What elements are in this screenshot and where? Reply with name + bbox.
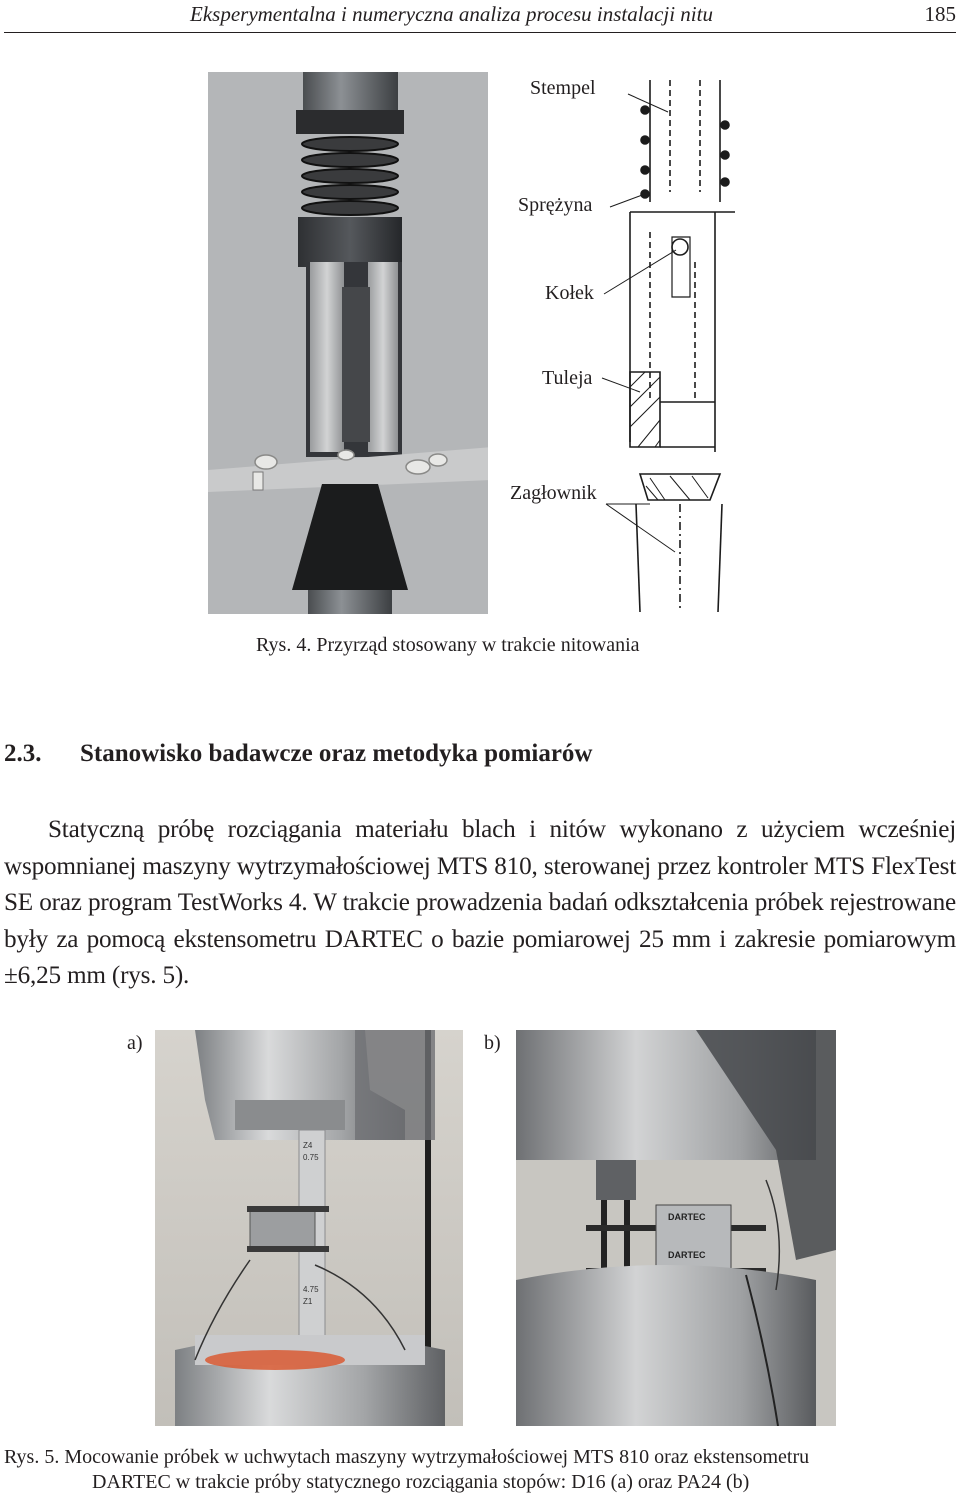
callout-stempel: Stempel — [530, 77, 596, 99]
extensometer-label-bottom: DARTEC — [668, 1250, 706, 1260]
header-rule — [4, 32, 956, 33]
callout-zaglownik: Zagłownik — [510, 482, 597, 504]
panel-label-a: a) — [127, 1032, 143, 1054]
callout-tuleja: Tuleja — [542, 367, 593, 389]
section-heading — [4, 740, 593, 768]
riveting-fixture-photo — [208, 72, 488, 614]
page-number: 185 — [924, 2, 956, 26]
specimen-grip-photo-a — [155, 1030, 463, 1426]
running-title: Eksperymentalna i numeryczna analiza procesu instalacji nitu — [190, 2, 713, 26]
figure-4-caption: Rys. 4. Przyrząd stosowany w trakcie nitowania — [256, 634, 640, 656]
figure-5-caption-line2: DARTEC w trakcie próby statycznego rozciągania stopów: D16 (a) oraz PA24 (b) — [92, 1471, 750, 1493]
panel-label-b: b) — [484, 1032, 501, 1054]
specimen-grip-photo-b — [516, 1030, 836, 1426]
specimen-mark-z4: Z4 — [303, 1141, 313, 1150]
callout-kolek: Kołek — [545, 282, 594, 304]
extensometer-label-top: DARTEC — [668, 1212, 706, 1222]
section-number: 2.3. — [4, 740, 42, 767]
callout-sprezyna: Sprężyna — [518, 194, 593, 216]
riveting-fixture-drawing — [500, 72, 770, 617]
figure-5-caption-line1: Rys. 5. Mocowanie próbek w uchwytach maszyny wytrzymałościowej MTS 810 oraz ekstensometru — [4, 1446, 810, 1468]
specimen-mark-z1: Z1 — [303, 1297, 313, 1306]
running-head — [0, 0, 960, 34]
specimen-mark-475: 4.75 — [303, 1285, 319, 1294]
section-title: Stanowisko badawcze oraz metodyka pomiarów — [80, 740, 593, 767]
specimen-mark-075: 0.75 — [303, 1153, 319, 1162]
body-paragraph: Statyczną próbę rozciągania materiału blach i nitów wykonano z użyciem wcześniej wspomnianej maszyny wytrzymałościowej MTS 810, sterowanej przez kontroler MTS FlexTest SE oraz program TestWorks 4. W trakcie prowadzenia badań odkształcenia próbek rejestrowane były za pomocą ekstensometru DARTEC o bazie pomiarowej 25 mm i zakresie pomiarowym ±6,25 mm (rys. 5). — [4, 816, 956, 989]
